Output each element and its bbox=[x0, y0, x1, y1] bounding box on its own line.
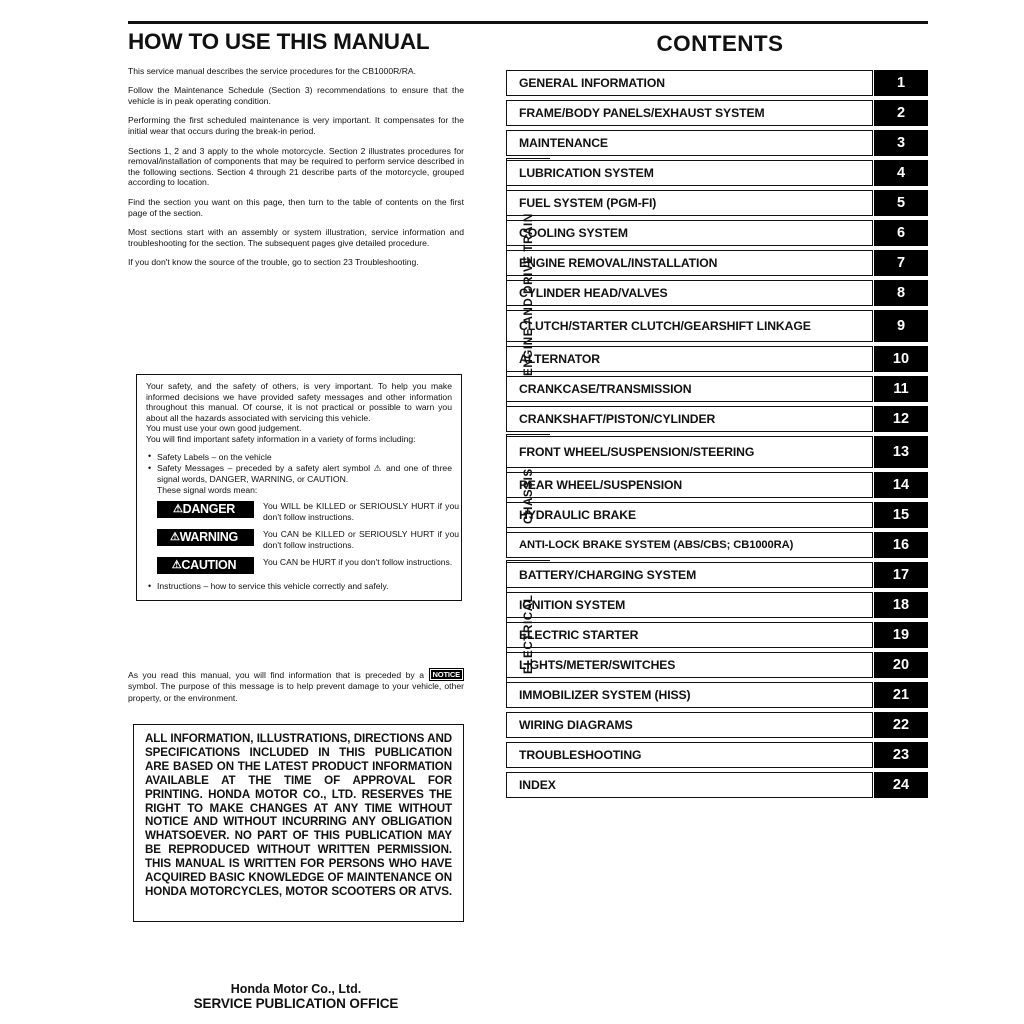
toc-section-label: CYLINDER HEAD/VALVES bbox=[506, 280, 873, 306]
toc-row[interactable] bbox=[506, 406, 928, 432]
signal-word-row bbox=[157, 501, 459, 522]
signal-badge-label: WARNING bbox=[179, 530, 238, 545]
footer-office: SERVICE PUBLICATION OFFICE bbox=[193, 996, 399, 1011]
safety-alert-icon: ⚠ bbox=[170, 531, 180, 544]
safety-intro-text: Your safety, and the safety of others, is very important. To help you make informed decisions we have provided safety messages and other information throughout this manual. Of course, it is not practical or possible to warn you about all the hazards associated with servicing this vehicle. bbox=[146, 381, 452, 423]
signal-badge-danger bbox=[157, 501, 254, 518]
toc-section-label: ANTI-LOCK BRAKE SYSTEM (ABS/CBS; CB1000RA) bbox=[506, 532, 873, 558]
toc-section-number: 7 bbox=[874, 250, 928, 276]
contents-title: CONTENTS bbox=[656, 31, 784, 56]
intro-paragraphs bbox=[128, 66, 464, 268]
toc-section-label: CLUTCH/STARTER CLUTCH/ GEARSHIFT LINKAGE bbox=[506, 310, 873, 342]
header-rule bbox=[128, 21, 928, 24]
notice-text-after: symbol. The purpose of this message is to help prevent damage to your vehicle, other property, or the environment. bbox=[128, 681, 464, 703]
toc-row[interactable] bbox=[506, 160, 928, 186]
toc-row[interactable] bbox=[506, 280, 928, 306]
safety-alert-icon: ⚠ bbox=[173, 502, 183, 515]
intro-paragraph: If you don't know the source of the trouble, go to section 23 Troubleshooting. bbox=[128, 257, 419, 268]
toc-row[interactable] bbox=[506, 220, 928, 246]
toc-section-label: ALTERNATOR bbox=[506, 346, 873, 372]
toc-row[interactable] bbox=[506, 622, 928, 648]
legal-disclaimer-box bbox=[133, 724, 464, 922]
toc-row[interactable] bbox=[506, 472, 928, 498]
signal-badge-caution bbox=[157, 557, 254, 574]
toc-section-label: WIRING DIAGRAMS bbox=[506, 712, 873, 738]
toc-row[interactable] bbox=[506, 376, 928, 402]
toc-row[interactable] bbox=[506, 562, 928, 588]
intro-paragraph: Sections 1, 2 and 3 apply to the whole motorcycle. Section 2 illustrates procedures for removal/installation of components that may be required to perform service described in the following sections. Section 4 through 21 describe parts of the motorcycle, grouped according to location. bbox=[128, 145, 464, 188]
toc-section-number: 19 bbox=[874, 622, 928, 648]
bullet-safety-messages: • Safety Messages – preceded by a safety alert symbol ⚠ and one of three signal words, DANGER, WARNING, or CAUTION. bbox=[146, 463, 452, 484]
safety-information-box bbox=[136, 374, 462, 601]
toc-section-label: COOLING SYSTEM bbox=[506, 220, 873, 246]
toc-row[interactable] bbox=[506, 190, 928, 216]
toc-section-number: 5 bbox=[874, 190, 928, 216]
signal-word-row bbox=[157, 529, 459, 550]
safety-forms-list bbox=[146, 452, 452, 485]
toc-section-label: ENGINE REMOVAL/INSTALLATION bbox=[506, 250, 873, 276]
bullet-instructions: • Instructions – how to service this vehicle correctly and safely. bbox=[146, 581, 452, 592]
legal-disclaimer-text: ALL INFORMATION, ILLUSTRATIONS, DIRECTIONS AND SPECIFICATIONS INCLUDED IN THIS PUBLICATION ARE BASED ON THE LATEST PRODUCT INFORMATION AVAILABLE AT THE TIME OF APPROVAL FOR PRINTING. HONDA MOTOR CO., LTD. RESERVES THE RIGHT TO MAKE CHANGES AT ANY TIME WITHOUT NOTICE AND WITHOUT INCURRING ANY OBLIGATION WHATSOEVER. NO PART OF THIS PUBLICATION MAY BE REPRODUCED WITHOUT WRITTEN PERMISSION. THIS MANUAL IS WRITTEN FOR PERSONS WHO HAVE ACQUIRED BASIC KNOWLEDGE OF MAINTENANCE ON HONDA MOTORCYCLES, MOTOR SCOOTERS OR ATVS. bbox=[145, 732, 452, 898]
signal-description: You CAN be KILLED or SERIOUSLY HURT if you don't follow instructions. bbox=[263, 529, 459, 550]
toc-group-bracket bbox=[506, 560, 550, 708]
toc-section-label: MAINTENANCE bbox=[506, 130, 873, 156]
toc-section-label: INDEX bbox=[506, 772, 873, 798]
toc-section-number: 17 bbox=[874, 562, 928, 588]
table-of-contents bbox=[506, 70, 928, 802]
bullet-safety-labels: • Safety Labels – on the vehicle bbox=[146, 452, 452, 463]
toc-row[interactable] bbox=[506, 310, 928, 342]
toc-section-label: CRANKSHAFT/PISTON/CYLINDER bbox=[506, 406, 873, 432]
toc-row[interactable] bbox=[506, 532, 928, 558]
page-title: HOW TO USE THIS MANUAL bbox=[128, 29, 430, 54]
toc-section-label: LUBRICATION SYSTEM bbox=[506, 160, 873, 186]
toc-section-label: ELECTRIC STARTER bbox=[506, 622, 873, 648]
toc-group-label: ENGINE AND DRIVE TRAIN bbox=[522, 213, 535, 377]
toc-row[interactable] bbox=[506, 130, 928, 156]
toc-section-number: 2 bbox=[874, 100, 928, 126]
toc-section-number: 9 bbox=[874, 310, 928, 342]
toc-section-number: 13 bbox=[874, 436, 928, 468]
page-footer bbox=[128, 982, 464, 1011]
toc-section-number: 23 bbox=[874, 742, 928, 768]
notice-paragraph bbox=[128, 668, 464, 704]
signal-description: You CAN be HURT if you don't follow instructions. bbox=[263, 557, 453, 568]
toc-section-label: FRAME/BODY PANELS/EXHAUST SYSTEM bbox=[506, 100, 873, 126]
toc-row[interactable] bbox=[506, 502, 928, 528]
toc-group-label: ELECTRICAL bbox=[522, 594, 535, 674]
toc-section-label: GENERAL INFORMATION bbox=[506, 70, 873, 96]
toc-row[interactable] bbox=[506, 712, 928, 738]
how-to-use-column bbox=[128, 30, 464, 268]
toc-group-bracket bbox=[506, 434, 550, 558]
toc-section-number: 10 bbox=[874, 346, 928, 372]
toc-section-label: LIGHTS/METER/SWITCHES bbox=[506, 652, 873, 678]
toc-section-number: 24 bbox=[874, 772, 928, 798]
toc-section-label: FUEL SYSTEM (PGM-FI) bbox=[506, 190, 873, 216]
signal-description: You WILL be KILLED or SERIOUSLY HURT if you don't follow instructions. bbox=[263, 500, 459, 522]
toc-section-number: 1 bbox=[874, 70, 928, 96]
toc-row[interactable] bbox=[506, 682, 928, 708]
toc-section-number: 11 bbox=[874, 376, 928, 402]
toc-group-bracket bbox=[506, 158, 550, 432]
intro-paragraph: Find the section you want on this page, then turn to the table of contents on the first page of the section. bbox=[128, 196, 464, 218]
toc-section-number: 6 bbox=[874, 220, 928, 246]
toc-section-number: 15 bbox=[874, 502, 928, 528]
safety-judgement-text: You must use your own good judgement. bbox=[146, 423, 302, 434]
toc-section-number: 21 bbox=[874, 682, 928, 708]
toc-section-number: 14 bbox=[874, 472, 928, 498]
toc-section-label: FRONT WHEEL/SUSPENSION/ STEERING bbox=[506, 436, 873, 468]
toc-section-number: 4 bbox=[874, 160, 928, 186]
toc-row[interactable] bbox=[506, 250, 928, 276]
toc-section-label: BATTERY/CHARGING SYSTEM bbox=[506, 562, 873, 588]
toc-section-number: 18 bbox=[874, 592, 928, 618]
intro-paragraph: Performing the first scheduled maintenance is very important. It compensates for the initial wear that occurs during the break-in period. bbox=[128, 115, 464, 136]
toc-section-number: 22 bbox=[874, 712, 928, 738]
toc-section-label: IMMOBILIZER SYSTEM (HISS) bbox=[506, 682, 873, 708]
toc-section-number: 8 bbox=[874, 280, 928, 306]
signal-badge-warning bbox=[157, 529, 254, 546]
notice-badge: NOTICE bbox=[429, 668, 465, 681]
toc-section-number: 16 bbox=[874, 532, 928, 558]
safety-alert-icon: ⚠ bbox=[171, 559, 182, 572]
notice-text-before: As you read this manual, you will find information that is preceded by a bbox=[128, 670, 429, 680]
toc-section-label: REAR WHEEL/SUSPENSION bbox=[506, 472, 873, 498]
toc-row[interactable] bbox=[506, 100, 928, 126]
signal-badge-label: CAUTION bbox=[181, 558, 237, 573]
toc-section-label: IGNITION SYSTEM bbox=[506, 592, 873, 618]
toc-row[interactable] bbox=[506, 592, 928, 618]
toc-section-number: 20 bbox=[874, 652, 928, 678]
toc-row[interactable] bbox=[506, 772, 928, 798]
intro-paragraph: Follow the Maintenance Schedule (Section 3) recommendations to ensure that the vehicle is in peak operating condition. bbox=[128, 85, 464, 106]
toc-row[interactable] bbox=[506, 652, 928, 678]
toc-section-label: CRANKCASE/TRANSMISSION bbox=[506, 376, 873, 402]
safety-instructions-list bbox=[146, 581, 452, 592]
footer-company: Honda Motor Co., Ltd. bbox=[230, 982, 362, 996]
intro-paragraph: This service manual describes the service procedures for the CB1000R/RA. bbox=[128, 65, 417, 76]
toc-row[interactable] bbox=[506, 70, 928, 96]
toc-section-number: 12 bbox=[874, 406, 928, 432]
toc-group-label: CHASSIS bbox=[522, 468, 535, 524]
toc-section-number: 3 bbox=[874, 130, 928, 156]
intro-paragraph: Most sections start with an assembly or system illustration, service information and troubleshooting for the section. The subsequent pages give detailed procedure. bbox=[128, 227, 464, 248]
signal-word-row bbox=[157, 557, 459, 574]
toc-row[interactable] bbox=[506, 346, 928, 372]
safety-forms-text: You will find important safety information in a variety of forms including: bbox=[146, 433, 416, 444]
signal-word-table bbox=[157, 501, 459, 574]
toc-row[interactable] bbox=[506, 742, 928, 768]
signal-badge-label: DANGER bbox=[182, 501, 235, 516]
toc-section-label: HYDRAULIC BRAKE bbox=[506, 502, 873, 528]
toc-section-label: TROUBLESHOOTING bbox=[506, 742, 873, 768]
toc-row[interactable] bbox=[506, 436, 928, 468]
signal-words-intro: These signal words mean: bbox=[157, 485, 258, 496]
